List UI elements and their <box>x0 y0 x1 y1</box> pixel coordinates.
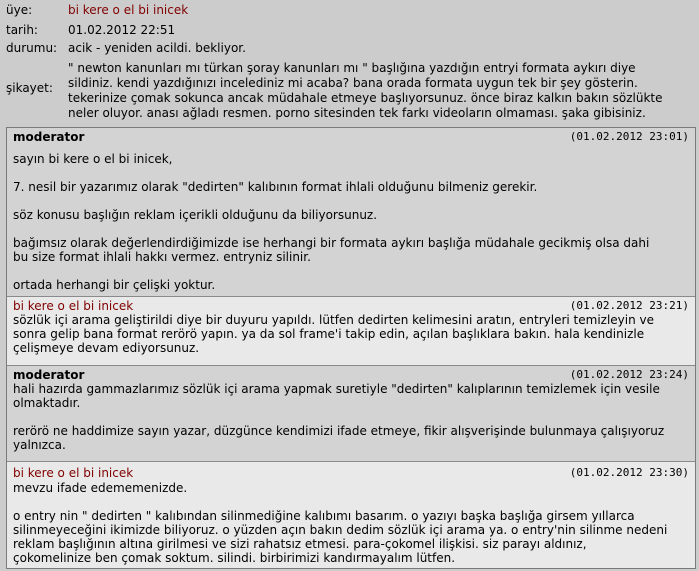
message-line: çelişmeye devam ediyorsunuz. <box>13 341 200 355</box>
message-line: 7. nesil bir yazarımız olarak "dedirten" kalıbının format ihlali olduğunu bilmeniz gerekir. <box>13 180 538 194</box>
message-line: sonra gelip bana format rerörö yapın. ya da sol frame'i takip edin, açılan başlıklara bakın. hala kendinizle <box>13 327 645 341</box>
message-line: o entry nin " dedirten " kalıbından silinmediğine kalıbımı basarım. o yazıyı başka başlığa girsem yıllarca <box>13 509 635 523</box>
user-link[interactable]: bi kere o el bi inicek <box>68 3 189 17</box>
complaint-line: " newton kanunları mı türkan şoray kanunları mı " başlığına yazdığın entryi formata aykırı diye <box>68 61 636 75</box>
status-label: durumu: <box>6 41 58 55</box>
message-thread <box>6 127 696 569</box>
message-time: (01.02.2012 23:24) <box>569 368 689 381</box>
message-author-link[interactable]: bi kere o el bi inicek <box>13 466 134 480</box>
message-line: bu size format ihlali hakkı vermez. entryniz silinir. <box>13 250 311 264</box>
message-line: ortada herhangi bir çelişki yoktur. <box>13 278 216 292</box>
message-line: söz konusu başlığın reklam içerikli olduğunu da biliyorsunuz. <box>13 208 378 222</box>
message-line: hali hazırda gammazlarımız sözlük içi arama yapmak suretiyle "dedirten" kalıplarının temizlemek için vesile <box>13 382 660 396</box>
message-time: (01.02.2012 23:21) <box>569 299 689 312</box>
date-value: 01.02.2012 22:51 <box>68 23 176 37</box>
complaint-line: sildiniz. kendi yazdığınızı incelediniz mi acaba? bana orada formata uygun tek bir şey gösterin. <box>68 76 638 90</box>
message-time: (01.02.2012 23:01) <box>569 130 689 143</box>
complaint-label: şikayet: <box>6 81 53 95</box>
message-line: reklam başlığının altına girilmesi ve sizi rahatsız etmesi. para-çokomel ilişkisi. siz parayı aldınız, <box>13 537 587 551</box>
message-line: rerörö ne haddimize sayın yazar, düzgünce kendimizi ifade etmeye, fikir alışverişinde bulunmaya çalışıyoruz <box>13 424 665 438</box>
complaint-line: tekerinize çomak sokunca ancak müdahale etmeye başlıyorsunuz. önce biraz kalkın bakın sözlükte <box>68 91 663 105</box>
message-line: çokomelinize ben çomak soktum. silindi. birbirimizi kandırmayalım lütfen. <box>13 551 456 565</box>
message-user-2 <box>7 462 695 568</box>
message-line: yalnızca. <box>13 438 66 452</box>
message-line: bağımsız olarak değerlendirdiğimizde ise herhangi bir formata aykırı başlığa müdahale gecikmiş olsa dahi <box>13 236 650 250</box>
message-user-1 <box>7 297 695 366</box>
status-value: acik - yeniden acildi. bekliyor. <box>68 41 246 55</box>
message-line: mevzu ifade edememenizde. <box>13 481 188 495</box>
date-label: tarih: <box>6 23 38 37</box>
complaint-text <box>68 61 698 121</box>
message-moderator-1 <box>7 128 695 297</box>
message-moderator-2 <box>7 366 695 462</box>
message-line: sayın bi kere o el bi inicek, <box>13 152 173 166</box>
message-author: moderator <box>13 368 85 382</box>
message-author: moderator <box>13 130 85 144</box>
message-time: (01.02.2012 23:30) <box>569 466 689 479</box>
message-line: olmaktadır. <box>13 396 81 410</box>
complaint-line: neler oluyor. anası ağladı resmen. porno sitesinden tek farkı videoların olmaması. şaka gibisiniz. <box>68 106 646 120</box>
user-label: üye: <box>6 3 33 17</box>
complaint-header <box>0 0 699 122</box>
message-line: silinmeyeceğini ikimizde biliyoruz. o yüzden açın bakın dedim sözlük içi arama ya. o entry'nin silinme nedeni <box>13 523 668 537</box>
message-author-link[interactable]: bi kere o el bi inicek <box>13 299 134 313</box>
message-line: sözlük içi arama geliştirildi diye bir duyuru yapıldı. lütfen dedirten kelimesini aratın, entryleri temizleyin ve <box>13 313 655 327</box>
